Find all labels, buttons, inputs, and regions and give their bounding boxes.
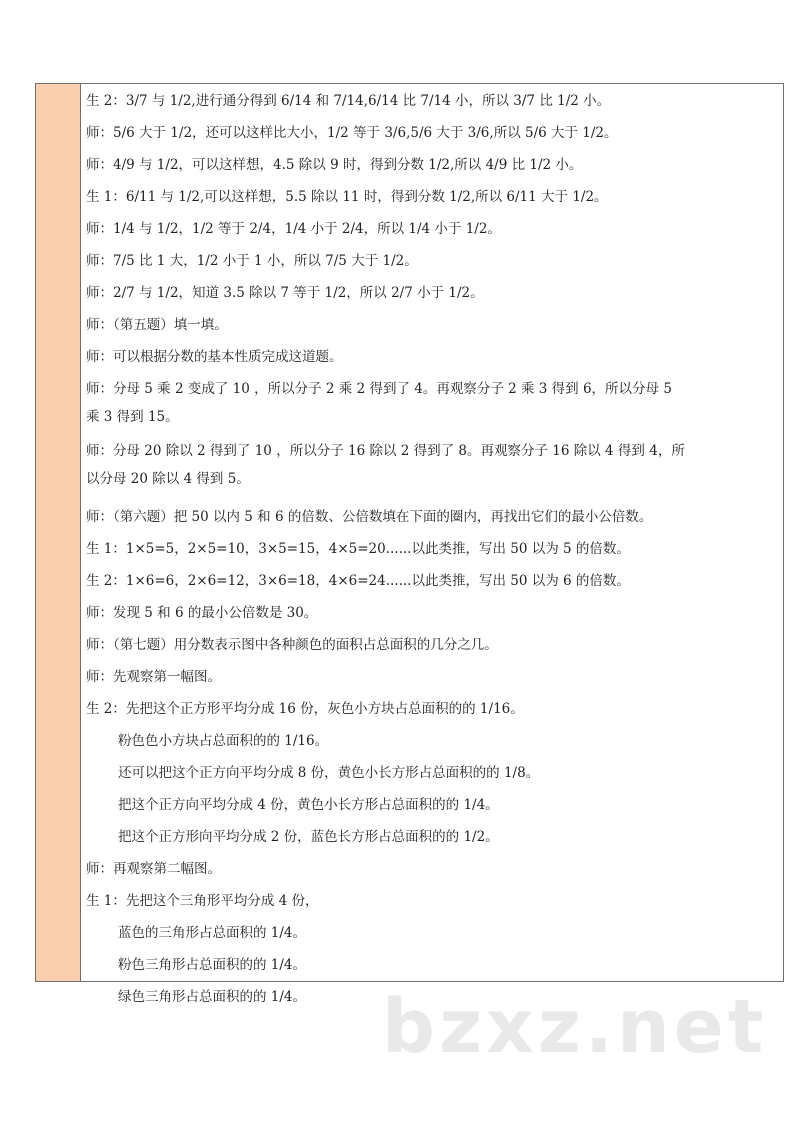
- text-line: 把这个正方形向平均分成 2 份，蓝色长方形占总面积的的 1/2。: [118, 829, 499, 845]
- text-line: 粉色色小方块占总面积的的 1/16。: [118, 733, 329, 749]
- text-line: 师：分母 20 除以 2 得到了 10 ，所以分子 16 除以 2 得到了 8。再观察分子 16 除以 4 得到 4，所: [86, 443, 685, 459]
- text-line: 师：先观察第一幅图。: [86, 669, 221, 685]
- text-line: 师：（第七题）用分数表示图中各种颜色的面积占总面积的几分之几。: [86, 637, 498, 653]
- text-line: 蓝色的三角形占总面积的 1/4。: [118, 925, 307, 941]
- left-shaded-column: [36, 84, 81, 981]
- text-line: 师：（第六题）把 50 以内 5 和 6 的倍数、公倍数填在下面的圈内，再找出它们的最小公倍数。: [86, 509, 653, 525]
- text-line: 生 1：先把这个三角形平均分成 4 份，: [86, 893, 319, 909]
- lesson-table: [35, 83, 784, 982]
- text-line: 生 2：先把这个正方形平均分成 16 份，灰色小方块占总面积的的 1/16。: [86, 701, 524, 717]
- text-line: 师：发现 5 和 6 的最小公倍数是 30。: [86, 605, 318, 621]
- text-line: 乘 3 得到 15。: [86, 409, 179, 425]
- text-line: 粉色三角形占总面积的的 1/4。: [118, 957, 307, 973]
- text-line: 绿色三角形占总面积的的 1/4。: [118, 989, 307, 1005]
- text-line: 师：分母 5 乘 2 变成了 10 ，所以分子 2 乘 2 得到了 4。再观察分子 2 乘 3 得到 6，所以分母 5: [86, 381, 672, 397]
- text-line: 生 1：1×5=5，2×5=10，3×5=15，4×5=20......以此类推，写出 50 以为 5 的倍数。: [86, 541, 630, 557]
- text-line: 把这个正方向平均分成 4 份，黄色小长方形占总面积的的 1/4。: [118, 797, 499, 813]
- text-line: 师：可以根据分数的基本性质完成这道题。: [86, 349, 343, 365]
- text-line: 以分母 20 除以 4 得到 5。: [86, 471, 250, 487]
- watermark-logo: bzxz.net: [382, 984, 768, 1070]
- text-line: 还可以把这个正方向平均分成 8 份，黄色小长方形占总面积的的 1/8。: [118, 765, 540, 781]
- text-line: 师：5/6 大于 1/2，还可以这样比大小，1/2 等于 3/6,5/6 大于 3/6,所以 5/6 大于 1/2。: [86, 125, 618, 141]
- text-line: 师：4/9 与 1/2，可以这样想，4.5 除以 9 时，得到分数 1/2,所以 4/9 比 1/2 小。: [86, 157, 583, 173]
- text-line: 生 1：6/11 与 1/2,可以这样想，5.5 除以 11 时，得到分数 1/2,所以 6/11 大于 1/2。: [86, 189, 608, 205]
- text-line: 师：2/7 与 1/2，知道 3.5 除以 7 等于 1/2，所以 2/7 小于 1/2。: [86, 285, 484, 301]
- text-line: 生 2：1×6=6，2×6=12，3×6=18，4×6=24......以此类推，写出 50 以为 6 的倍数。: [86, 573, 630, 589]
- text-line: 师：7/5 比 1 大，1/2 小于 1 小，所以 7/5 大于 1/2。: [86, 253, 418, 269]
- text-line: 师：1/4 与 1/2，1/2 等于 2/4，1/4 小于 2/4，所以 1/4 小于 1/2。: [86, 221, 501, 237]
- text-line: 生 2：3/7 与 1/2,进行通分得到 6/14 和 7/14,6/14 比 7/14 小，所以 3/7 比 1/2 小。: [86, 93, 611, 109]
- text-line: 师：再观察第二幅图。: [86, 861, 221, 877]
- text-line: 师：（第五题）填一填。: [86, 317, 228, 333]
